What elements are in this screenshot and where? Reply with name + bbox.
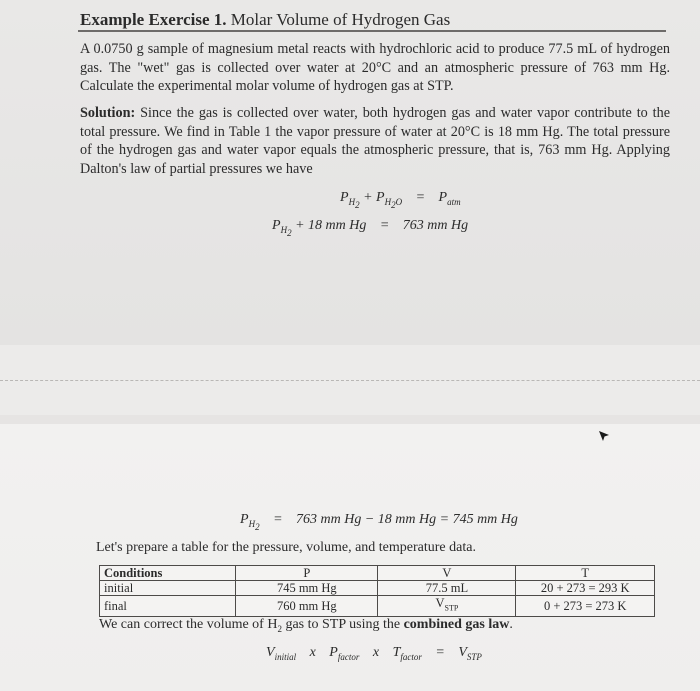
header-temperature: T bbox=[516, 566, 655, 581]
combined-gas-law-equation: $V_{initial}$ x $P_{factor}$ x $T_{factor} = V_{STP}$ bbox=[266, 645, 482, 662]
combined-gas-law-note: We can correct the volume of $H_2$ gas to STP using the combined gas law. bbox=[99, 617, 513, 634]
table-row: initial 745 mm Hg 77.5 mL 20 + 273 = 293 K bbox=[100, 581, 655, 596]
table-intro: Let's prepare a table for the pressure, volume, and temperature data. bbox=[96, 540, 476, 555]
header-volume: V bbox=[378, 566, 516, 581]
table-row: final 760 mm Hg $V_{STP}$ 0 + 273 = 273 K bbox=[100, 596, 655, 617]
header-conditions: Conditions bbox=[100, 566, 236, 581]
dalton-equation: $P_{H_2} + P_{H_2O} = P_{atm}$ bbox=[340, 190, 461, 210]
exercise-name: Molar Volume of Hydrogen Gas bbox=[230, 10, 451, 29]
hydrogen-pressure-equation: $P_{H_2} = 763$ mm Hg − 18 mm Hg = 745 mm Hg bbox=[240, 512, 518, 532]
solution-text: Since the gas is collected over water, both hydrogen gas and water vapor contribute to the total pressure. We find in Table 1 the vapor pressure of water at 20°C is 18 mm Hg. The total pressure of the hydrogen gas and water vapor equals the atmospheric pressure, that is, 763 mm Hg. Applying Dalton's law of partial pressures we have bbox=[80, 105, 670, 177]
title-underline bbox=[78, 30, 666, 32]
exercise-title bbox=[80, 10, 450, 30]
solution-paragraph bbox=[80, 104, 670, 178]
pvt-data-table bbox=[99, 565, 655, 617]
solution-label: Solution: bbox=[80, 105, 136, 121]
header-pressure: P bbox=[236, 566, 378, 581]
substituted-equation: $P_{H_2} + 18$ mm Hg = 763 mm Hg bbox=[272, 218, 469, 238]
page-separator bbox=[0, 380, 700, 381]
table-header-row bbox=[100, 566, 655, 581]
problem-statement: A 0.0750 g sample of magnesium metal reacts with hydrochloric acid to produce 77.5 mL of hydrogen gas. The "wet" gas is collected over water at 20°C and an atmospheric pressure of 763 mm Hg. Calculate the experimental molar volume of hydrogen gas at STP. bbox=[80, 41, 670, 94]
final-volume-cell: $V_{STP}$ bbox=[378, 596, 516, 617]
mouse-cursor-icon bbox=[598, 430, 610, 442]
exercise-label: Example Exercise 1. bbox=[80, 10, 227, 29]
